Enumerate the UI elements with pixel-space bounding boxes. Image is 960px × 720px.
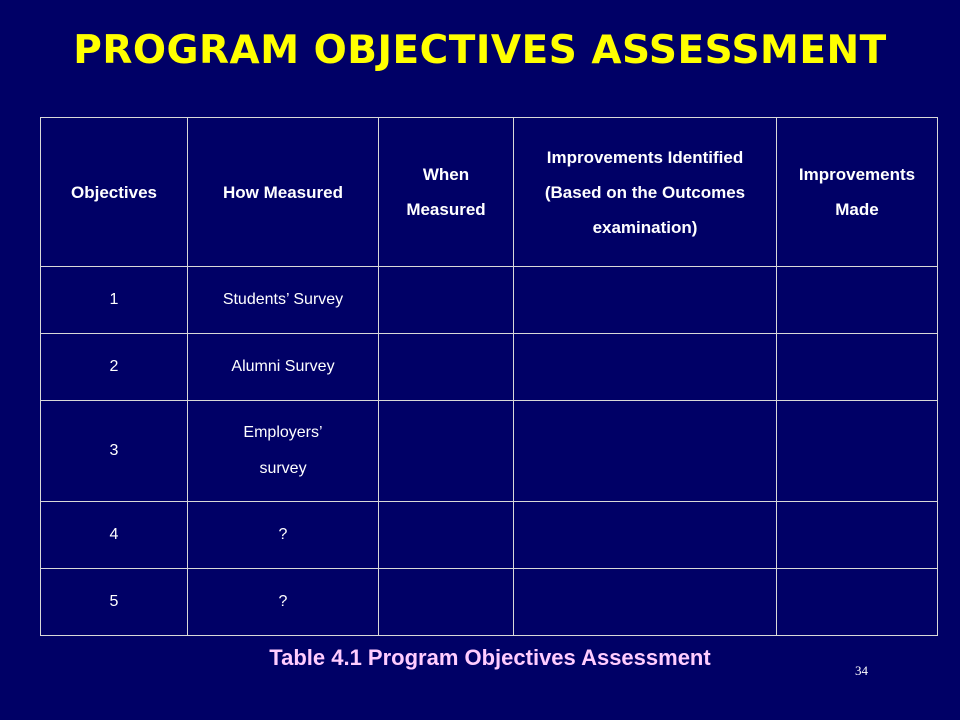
header-how-measured: How Measured [188,118,379,267]
when-measured-cell [379,569,514,636]
when-measured-cell [379,401,514,502]
improvements-made-cell [777,401,938,502]
improvements-identified-cell [514,267,777,334]
table-row [41,569,938,636]
improvements-identified-cell [514,334,777,401]
how-measured-cell: ? [188,502,379,569]
objective-cell: 4 [41,502,188,569]
how-measured-cell: Employers’ survey [188,401,379,502]
objective-cell: 2 [41,334,188,401]
how-measured-cell: Alumni Survey [188,334,379,401]
header-improvements-identified: Improvements Identified (Based on the Outcomes examination) [514,118,777,267]
improvements-made-cell [777,334,938,401]
how-measured-cell: Students’ Survey [188,267,379,334]
objective-cell: 1 [41,267,188,334]
improvements-identified-cell [514,401,777,502]
table-row [41,502,938,569]
header-objectives: Objectives [41,118,188,267]
when-measured-cell [379,334,514,401]
improvements-made-cell [777,502,938,569]
slide-title: PROGRAM OBJECTIVES ASSESSMENT [73,28,887,73]
when-measured-cell [379,267,514,334]
page-number: 34 [855,663,868,678]
table-row [41,401,938,502]
improvements-identified-cell [514,502,777,569]
table-row [41,267,938,334]
improvements-made-cell [777,267,938,334]
table-header-row [41,118,938,267]
objectives-table [40,117,938,636]
improvements-made-cell [777,569,938,636]
table-row [41,334,938,401]
header-when-measured: When Measured [379,118,514,267]
table-caption: Table 4.1 Program Objectives Assessment [269,645,711,670]
when-measured-cell [379,502,514,569]
objective-cell: 3 [41,401,188,502]
header-improvements-made: Improvements Made [777,118,938,267]
improvements-identified-cell [514,569,777,636]
objective-cell: 5 [41,569,188,636]
how-measured-cell: ? [188,569,379,636]
